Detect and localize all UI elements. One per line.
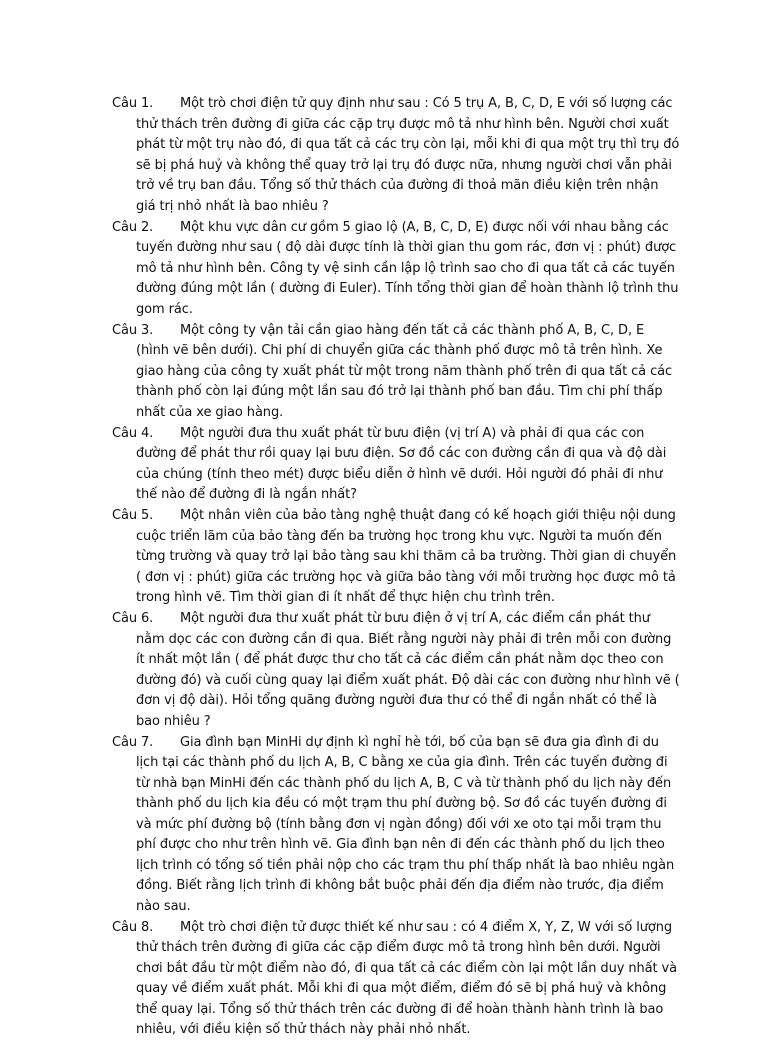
question-label: Câu 8. <box>112 919 154 935</box>
question-text: Một người đưa thu xuất phát từ bưu điện (vị trí A) và phải đi qua các con đường để phát thư rồi quay lại bưu điện. Sơ đồ các con đường cần đi qua và độ dài của chúng (tính theo mét) được biểu diễn ở hình vẽ dưới. Hỏi người đó phải đi như thế nào để đường đi là ngắn nhất? <box>136 425 667 502</box>
question-4 <box>112 424 680 506</box>
question-label: Câu 5. <box>112 508 154 523</box>
question-8 <box>112 918 680 1041</box>
question-list <box>112 94 680 1041</box>
question-text: Một trò chơi điện tử được thiết kế như sau : có 4 điểm X, Y, Z, W với số lượng thử thách trên đường đi giữa các cặp điểm được mô tả trong hình bên dưới. Người chơi bắt đầu từ một điểm nào đó, đi qua tất cả các điểm còn lại một lần duy nhất và quay về điểm xuất phát. Mỗi khi đi qua một điểm, điểm đó sẽ bị phá huỷ và không thể quay lại. Tổng số thử thách trên các đường đi để hoàn thành hành trình là bao nhiêu, với điều kiện số thử thách này phải nhỏ nhất. <box>136 919 677 1037</box>
question-label: Câu 6. <box>112 611 154 626</box>
question-label: Câu 1. <box>112 96 154 111</box>
question-label: Câu 7. <box>112 734 154 750</box>
question-text: Một người đưa thư xuất phát từ bưu điện ở vị trí A, các điểm cần phát thư nằm dọc các con đường cần đi qua. Biết rằng người này phải đi trên mỗi con đường ít nhất một lần ( để phát được thư cho tất cả các điểm cần phát nằm dọc theo con đường đó) và cuối cùng quay lại điểm xuất phát. Độ dài các con đường như hình vẽ ( đơn vị độ dài). Hỏi tổng quãng đường người đưa thư có thể đi ngắn nhất có thể là bao nhiêu ? <box>136 611 680 729</box>
question-text: Một khu vực dân cư gồm 5 giao lộ (A, B, C, D, E) được nối với nhau bằng các tuyến đường như sau ( độ dài được tính là thời gian thu gom rác, đơn vị : phút) được mô tả như hình bên. Công ty vệ sinh cần lập lộ trình sao cho đi qua tất cả các tuyến đường đúng một lần ( đường đi Euler). Tính tổng thời gian để hoàn thành lộ trình thu gom rác. <box>136 219 679 317</box>
question-label: Câu 2. <box>112 219 154 235</box>
question-7 <box>112 733 680 918</box>
question-text: Gia đình bạn MinHi dự định kì nghỉ hè tới, bố của bạn sẽ đưa gia đình đi du lịch tại các thành phố du lịch A, B, C bằng xe của gia đình. Trên các tuyến đường đi từ nhà bạn MinHi đến các thành phố du lịch A, B, C và từ thành phố du lịch này đến thành phố du lịch kia đều có một trạm thu phí đường bộ. Sơ đồ các tuyến đường đi và mức phí đường bộ (tính bằng đơn vị ngàn đồng) đối với xe oto tại mỗi trạm thu phí được cho như trên hình vẽ. Gia đình bạn nên đi đến các thành phố du lịch theo lịch trình có tổng số tiền phải nộp cho các trạm thu phí thấp nhất là bao nhiêu ngàn đồng. Biết rằng lịch trình đi không bắt buộc phải đến địa điểm nào trước, địa điểm nào sau. <box>136 734 675 914</box>
question-2 <box>112 218 680 321</box>
question-5 <box>112 506 680 609</box>
question-text: Một trò chơi điện tử quy định như sau : Có 5 trụ A, B, C, D, E với số lượng các thử thách trên đường đi giữa các cặp trụ được mô tả như hình bên. Người chơi xuất phát từ một trụ nào đó, đi qua tất cả các trụ còn lại, mỗi khi đi qua một trụ thì trụ đó sẽ bị phá huỷ và không thể quay trở lại trụ đó được nữa, nhưng người chơi vẫn phải trở về trụ ban đầu. Tổng số thử thách của đường đi thoả mãn điều kiện trên nhận giá trị nhỏ nhất là bao nhiêu ? <box>136 96 680 214</box>
question-6 <box>112 609 680 732</box>
question-label: Câu 4. <box>112 425 154 441</box>
question-text: Một nhân viên của bảo tàng nghệ thuật đang có kế hoạch giới thiệu nội dung cuộc triển lãm của bảo tàng đến ba trường học trong khu vực. Người ta muốn đến từng trường và quay trở lại bảo tàng sau khi thăm cả ba trường. Thời gian di chuyển ( đơn vị : phút) giữa các trường học và giữa bảo tàng với mỗi trường học được mô tả trong hình vẽ. Tìm thời gian đi ít nhất để thực hiện chu trình trên. <box>136 508 677 605</box>
question-text: Một công ty vận tải cần giao hàng đến tất cả các thành phố A, B, C, D, E (hình vẽ bên dưới). Chi phí di chuyển giữa các thành phố được mô tả trên hình. Xe giao hàng của công ty xuất phát từ một trong năm thành phố trên đi qua tất cả các thành phố còn lại đúng một lần sau đó trở lại thành phố ban đầu. Tìm chi phí thấp nhất của xe giao hàng. <box>136 322 673 420</box>
question-3 <box>112 321 680 424</box>
question-label: Câu 3. <box>112 322 154 338</box>
question-1 <box>112 94 680 217</box>
